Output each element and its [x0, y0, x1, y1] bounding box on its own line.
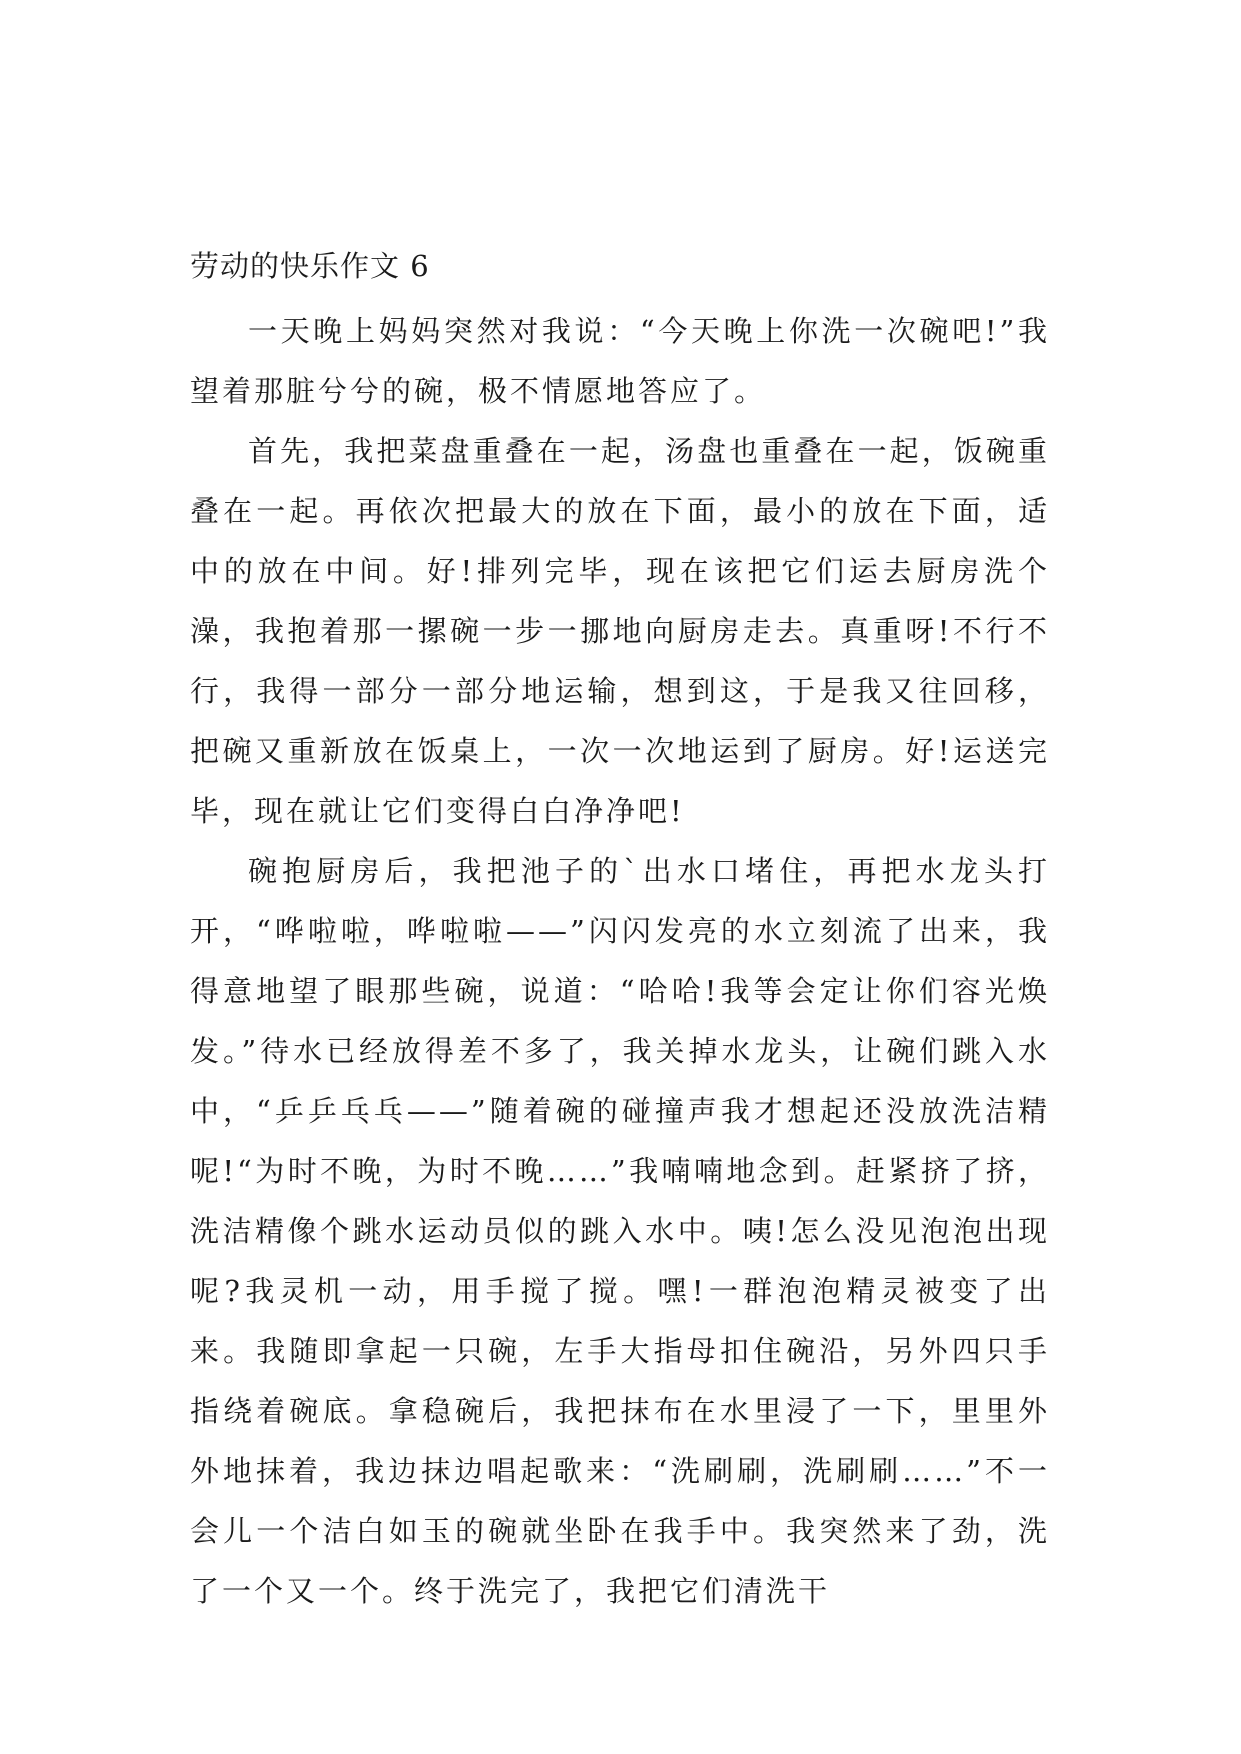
paragraph-1: 一天晚上妈妈突然对我说：“今天晚上你洗一次碗吧!”我望着那脏兮兮的碗，极不情愿地答应了。 — [190, 314, 1050, 408]
document-page — [190, 245, 1050, 1621]
paragraph-2: 首先，我把菜盘重叠在一起，汤盘也重叠在一起，饭碗重叠在一起。再依次把最大的放在下面，最小的放在下面，适中的放在中间。好!排列完毕，现在该把它们运去厨房洗个澡，我抱着那一摞碗一步一挪地向厨房走去。真重呀!不行不行，我得一部分一部分地运输，想到这，于是我又往回移，把碗又重新放在饭桌上，一次一次地运到了厨房。好!运送完毕，现在就让它们变得白白净净吧! — [190, 434, 1050, 828]
paragraph-3: 碗抱厨房后，我把池子的`出水口堵住，再把水龙头打开，“哗啦啦，哗啦啦——”闪闪发亮的水立刻流了出来，我得意地望了眼那些碗，说道：“哈哈!我等会定让你们容光焕发。”待水已经放得差不多了，我关掉水龙头，让碗们跳入水中，“乒乒乓乓——”随着碗的碰撞声我才想起还没放洗洁精呢!“为时不晚，为时不晚……”我喃喃地念到。赶紧挤了挤，洗洁精像个跳水运动员似的跳入水中。咦!怎么没见泡泡出现呢?我灵机一动，用手搅了搅。嘿!一群泡泡精灵被变了出来。我随即拿起一只碗，左手大指母扣住碗沿，另外四只手指绕着碗底。拿稳碗后，我把抹布在水里浸了一下，里里外外地抹着，我边抹边唱起歌来：“洗刷刷，洗刷刷……”不一会儿一个洁白如玉的碗就坐卧在我手中。我突然来了劲，洗了一个又一个。终于洗完了，我把它们清洗干 — [190, 854, 1050, 1608]
document-title: 劳动的快乐作文 6 — [190, 249, 430, 283]
